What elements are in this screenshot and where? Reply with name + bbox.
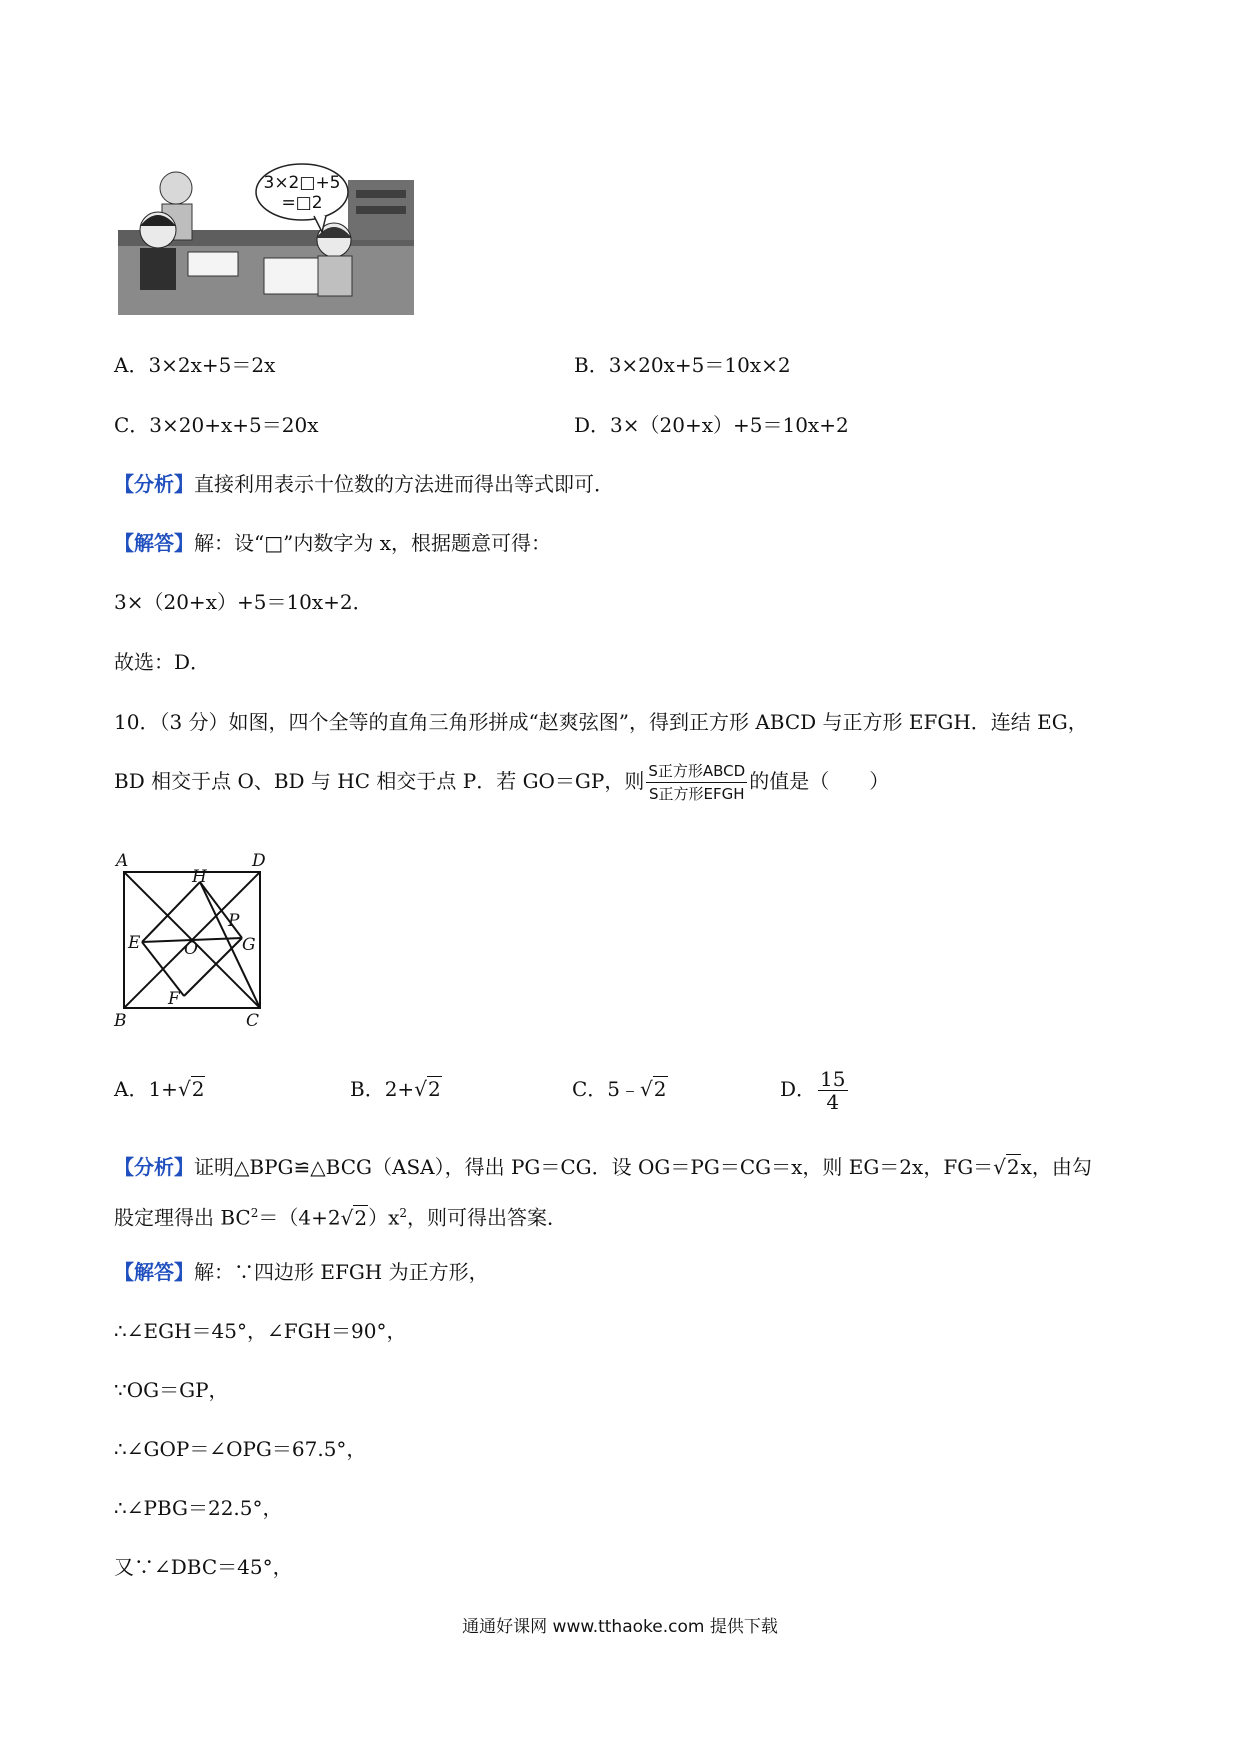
q9-option-d: D．3×（20+x）+5＝10x+2 (574, 413, 849, 437)
proof-step: ∴∠PBG＝22.5°， (114, 1496, 283, 1520)
q10-stem-line2 (114, 758, 889, 805)
answer-text: 解：设“□”内数字为 x，根据题意可得： (194, 531, 551, 555)
analysis-text: 证明△BPG≌△BCG（ASA），得出 PG＝CG．设 OG＝PG＝CG＝x，则 EG＝2x，FG＝ (194, 1155, 994, 1179)
fraction-denominator: 4 (826, 1090, 840, 1114)
page-footer: 通通好课网 www.tthaoke.com 提供下载 (462, 1617, 778, 1637)
q9-analysis (114, 471, 614, 497)
label-e: E (128, 933, 141, 953)
label-o: O (184, 939, 198, 959)
q10-option-c (572, 1076, 668, 1102)
proof-step: ∴∠GOP＝∠OPG＝67.5°， (114, 1437, 367, 1461)
q9-option-c: C．3×20+x+5＝20x (114, 413, 319, 437)
illustration-children (118, 160, 414, 315)
label-p: P (228, 911, 240, 931)
proof-step: 又∵∠DBC＝45°， (114, 1555, 293, 1579)
label-c: C (246, 1011, 260, 1030)
label-d: D (252, 851, 266, 871)
bubble-line2: =□2 (281, 193, 323, 213)
proof-step: ∵OG＝GP， (114, 1378, 229, 1402)
label-h: H (192, 867, 207, 887)
option-d-fraction (818, 1068, 847, 1113)
analysis-text: ＝（4+2 (258, 1205, 341, 1230)
analysis-text: ，则可得出答案． (407, 1205, 567, 1230)
radicand: 2 (354, 1205, 368, 1230)
superscript: 2 (399, 1206, 407, 1220)
q10-answer (114, 1259, 489, 1285)
zhao-shuang-figure (112, 850, 272, 1030)
superscript: 2 (250, 1206, 259, 1220)
answer-text: 解：∵四边形 EFGH 为正方形， (194, 1260, 489, 1284)
option-b-prefix: B．2+ (350, 1077, 415, 1101)
sqrt-symbol: √2 (340, 1205, 368, 1230)
q9-option-a: A．3×2x+5＝2x (114, 353, 276, 377)
q10-option-d (780, 1064, 850, 1114)
q10-stem-post: 的值是（ ） (749, 769, 890, 793)
q9-equation: 3×（20+x）+5＝10x+2． (114, 590, 373, 614)
label-a: A (116, 851, 129, 871)
analysis-text: x，由勾 (1020, 1155, 1092, 1179)
q10-option-a (114, 1076, 205, 1102)
fraction-numerator: 15 (820, 1067, 846, 1091)
bubble-line1: 3×2□+5 (263, 173, 341, 193)
area-ratio-fraction (646, 760, 747, 805)
option-d-prefix: D． (780, 1077, 817, 1101)
radicand: 2 (427, 1077, 441, 1101)
label-g: G (242, 935, 256, 955)
sqrt-symbol: √2 (640, 1077, 667, 1101)
sqrt-symbol: √2 (177, 1077, 205, 1101)
analysis-text: ）x (368, 1205, 400, 1230)
q9-answer (114, 530, 551, 556)
q10-stem-pre: BD 相交于点 O、BD 与 HC 相交于点 P．若 GO＝GP，则 (114, 769, 645, 793)
option-c-prefix: C．5﹣ (572, 1077, 641, 1101)
q9-option-b: B．3×20x+5＝10x×2 (574, 353, 791, 377)
analysis-tag: 【分析】 (114, 1155, 194, 1179)
q9-choice: 故选：D． (114, 650, 211, 674)
label-b: B (114, 1011, 127, 1030)
fraction-denominator: S正方形EFGH (649, 785, 745, 803)
answer-tag: 【解答】 (114, 531, 194, 555)
radicand: 2 (191, 1077, 205, 1101)
sqrt-symbol: √2 (993, 1155, 1020, 1179)
fraction-numerator: S正方形ABCD (646, 760, 747, 783)
option-a-prefix: A．1+ (114, 1077, 178, 1101)
label-f: F (168, 989, 180, 1009)
q10-analysis-line2 (114, 1200, 567, 1231)
analysis-tag: 【分析】 (114, 472, 194, 496)
analysis-text: 直接利用表示十位数的方法进而得出等式即可． (194, 472, 614, 496)
q10-analysis-line1 (114, 1154, 1092, 1180)
proof-step: ∴∠EGH＝45°，∠FGH＝90°， (114, 1319, 407, 1343)
radicand: 2 (1006, 1155, 1020, 1179)
analysis-text: 股定理得出 BC (114, 1205, 251, 1230)
q10-stem-line1: 10．（3 分）如图，四个全等的直角三角形拼成“赵爽弦图”，得到正方形 ABCD 与正方形 EFGH．连结 EG， (114, 710, 1088, 734)
q10-option-b (350, 1076, 442, 1102)
sqrt-symbol: √2 (414, 1077, 441, 1101)
radicand: 2 (653, 1077, 667, 1101)
answer-tag: 【解答】 (114, 1260, 194, 1284)
